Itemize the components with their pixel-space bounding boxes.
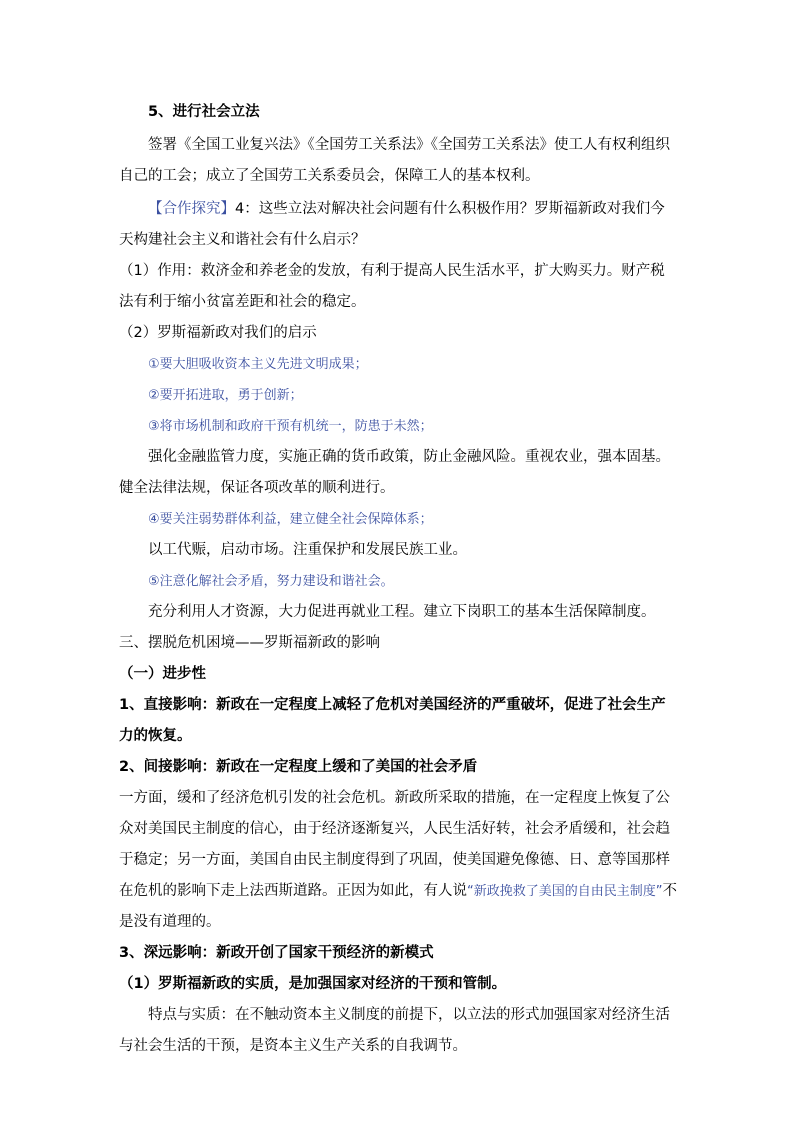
- far-reaching-impact: 3、深远影响：新政开创了国家干预经济的新模式: [119, 945, 434, 961]
- enlightenment-item-5-body: 充分利用人才资源，大力促进再就业工程。建立下岗职工的基本生活保障制度。: [148, 604, 656, 620]
- cooperative-inquiry: [119, 194, 679, 256]
- enlightenment-item-1: ①要大胆吸收资本主义先进文明成果；: [148, 357, 368, 372]
- answer-2: （2）罗斯福新政对我们的启示: [119, 325, 317, 341]
- enlightenment-item-4: ④要关注弱势群体利益，建立健全社会保障体系；: [148, 512, 433, 527]
- enlightenment-item-4-body: 以工代赈，启动市场。注重保护和发展民族工业。: [148, 542, 467, 558]
- coop-number: 4: [235, 201, 245, 217]
- section-5-heading: 5、进行社会立法: [148, 104, 260, 120]
- part-3-heading: 三、摆脱危机困境——罗斯福新政的影响: [119, 635, 380, 651]
- indirect-impact: 2、间接影响：新政在一定程度上缓和了美国的社会矛盾: [119, 759, 478, 775]
- enlightenment-item-3-body: 强化金融监管力度，实施正确的货币政策，防止金融风险。重视农业，强本固基。健全法律法规，保证各项改革的顺利进行。: [119, 449, 670, 496]
- features-and-essence: 特点与实质：在不触动资本主义制度的前提下，以立法的形式加强国家对经济生活与社会生活的干预，是资本主义生产关系的自我调节。: [119, 1007, 670, 1054]
- new-deal-essence: （1）罗斯福新政的实质，是加强国家对经济的干预和管制。: [119, 976, 507, 992]
- enlightenment-item-2: ②要开拓进取，勇于创新；: [148, 388, 303, 403]
- enlightenment-item-5: ⑤注意化解社会矛盾，努力建设和谐社会。: [148, 574, 394, 589]
- answer-1: （1）作用：救济金和养老金的发放，有利于提高人民生活水平，扩大购买力。财产税法有利于缩小贫富差距和社会的稳定。: [119, 263, 665, 310]
- new-deal-quote: “新政挽救了美国的自由民主制度”: [467, 884, 663, 899]
- indirect-impact-body: [119, 783, 679, 938]
- indirect-body-a: 一方面，缓和了经济危机引发的社会危机。新政所采取的措施，在一定程度上恢复了公众对美国民主制度的信心，由于经济逐渐复兴，人民生活好转，社会矛盾缓和，社会趋于稳定；另一方面，美国自由民主制度得到了巩固，使美国避免像德、日、意等国那样在危机的影响下走上法西斯道路。正因为如此，有人说: [119, 790, 670, 899]
- document-content: [119, 97, 679, 1062]
- progressiveness-heading: （一）进步性: [119, 666, 206, 682]
- indirect-body-b: 不是没有道理的。: [119, 883, 677, 930]
- section-5-body: 签署《全国工业复兴法》《全国劳工关系法》《全国劳工关系法》使工人有权利组织自己的工会；成立了全国劳工关系委员会，保障工人的基本权利。: [119, 137, 670, 184]
- coop-question: ：这些立法对解决社会问题有什么积极作用？罗斯福新政对我们今天构建社会主义和谐社会有什么启示？: [119, 201, 665, 248]
- direct-impact: 1、直接影响：新政在一定程度上减轻了危机对美国经济的严重破坏，促进了社会生产力的恢复。: [119, 697, 666, 744]
- coop-tag: 【合作探究】: [148, 201, 235, 217]
- enlightenment-item-3: ③将市场机制和政府干预有机统一，防患于未然；: [148, 419, 433, 434]
